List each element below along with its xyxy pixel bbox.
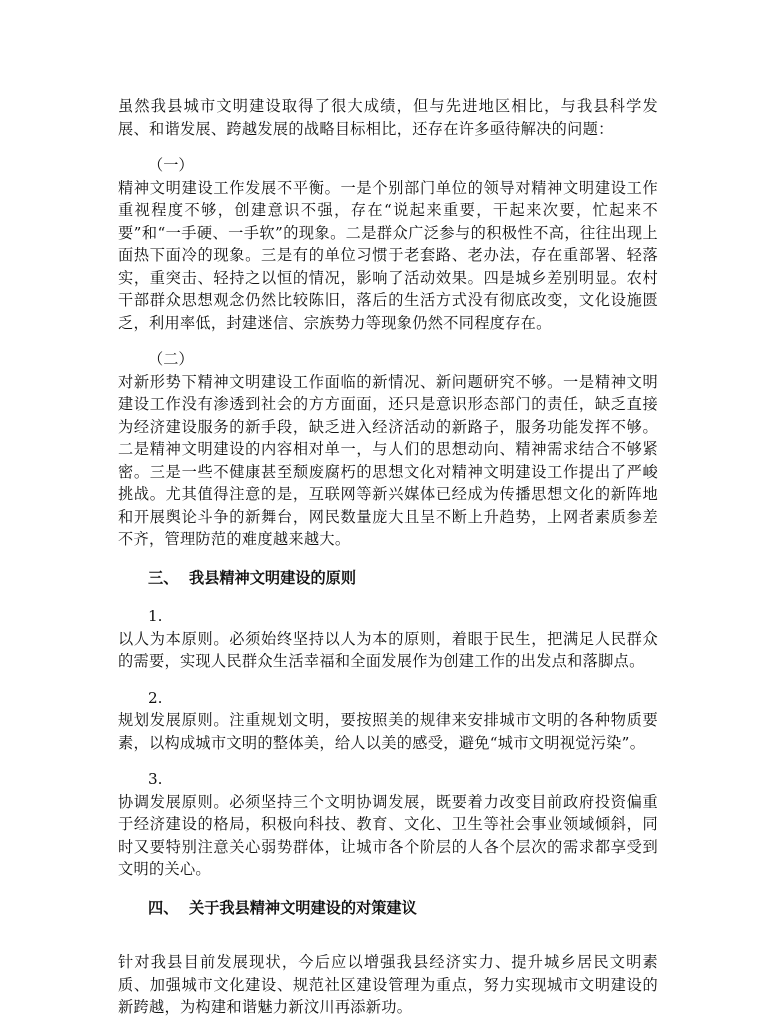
principle-2-paragraph: 规划发展原则。注重规划文明，要按照美的规律来安排城市文明的各种物质要素，以构成城市文明的整体美，给人以美的感受，避免“城市文明视觉污染”。 bbox=[118, 711, 658, 752]
section-3-heading: 三、 我县精神文明建设的原则 bbox=[148, 568, 357, 587]
intro-paragraph: 虽然我县城市文明建设取得了很大成绩，但与先进地区相比，与我县科学发展、和谐发展、跨越发展的战略目标相比，还存在许多亟待解决的问题： bbox=[118, 97, 658, 138]
problem-2-marker: （二） bbox=[148, 350, 194, 368]
section-4-paragraph: 针对我县目前发展现状，今后应以增强我县经济实力、提升城乡居民文明素质、加强城市文化建设、规范社区建设管理为重点，努力实现城市文明建设的新跨越，为构建和谐魅力新汶川再添新功。 bbox=[118, 953, 658, 1016]
principle-1-paragraph: 以人为本原则。必须始终坚持以人为本的原则，着眼于民生，把满足人民群众的需要，实现人民群众生活幸福和全面发展作为创建工作的出发点和落脚点。 bbox=[118, 629, 658, 670]
document-page bbox=[118, 95, 658, 1019]
principle-3-marker: 3. bbox=[148, 770, 163, 788]
section-4-heading: 四、 关于我县精神文明建设的对策建议 bbox=[148, 898, 417, 917]
problem-1-marker: （一） bbox=[148, 156, 194, 174]
problem-2-paragraph: 对新形势下精神文明建设工作面临的新情况、新问题研究不够。一是精神文明建设工作没有渗透到社会的方方面面，还只是意识形态部门的责任，缺乏直接为经济建设服务的新手段，缺乏进入经济活动的新路子，服务功能发挥不够。二是精神文明建设的内容相对单一，与人们的思想动向、精神需求结合不够紧密。三是一些不健康甚至颓废腐朽的思想文化对精神文明建设工作提出了严峻挑战。尤其值得注意的是，互联网等新兴媒体已经成为传播思想文化的新阵地和开展舆论斗争的新舞台，网民数量庞大且呈不断上升趋势，上网者素质参差不齐，管理防范的难度越来越大。 bbox=[118, 372, 658, 548]
principle-1-marker: 1. bbox=[148, 607, 163, 625]
principle-2-marker: 2. bbox=[148, 688, 163, 707]
principle-3-paragraph: 协调发展原则。必须坚持三个文明协调发展，既要着力改变目前政府投资偏重于经济建设的格局，积极向科技、教育、文化、卫生等社会事业领域倾斜，同时又要特别注意关心弱势群体，让城市各个阶层的人各个层次的需求都享受到文明的关心。 bbox=[118, 792, 658, 878]
problem-1-paragraph: 精神文明建设工作发展不平衡。一是个别部门单位的领导对精神文明建设工作重视程度不够，创建意识不强，存在“说起来重要，干起来次要，忙起来不要”和“一手硬、一手软”的现象。二是群众广泛参与的积极性不高，往往出现上面热下面冷的现象。三是有的单位习惯于老套路、老办法，存在重部署、轻落实，重突击、轻持之以恒的情况，影响了活动效果。四是城乡差别明显。农村干部群众思想观念仍然比较陈旧，落后的生活方式没有彻底改变，文化设施匮乏，利用率低，封建迷信、宗族势力等现象仍然不同程度存在。 bbox=[118, 178, 658, 332]
